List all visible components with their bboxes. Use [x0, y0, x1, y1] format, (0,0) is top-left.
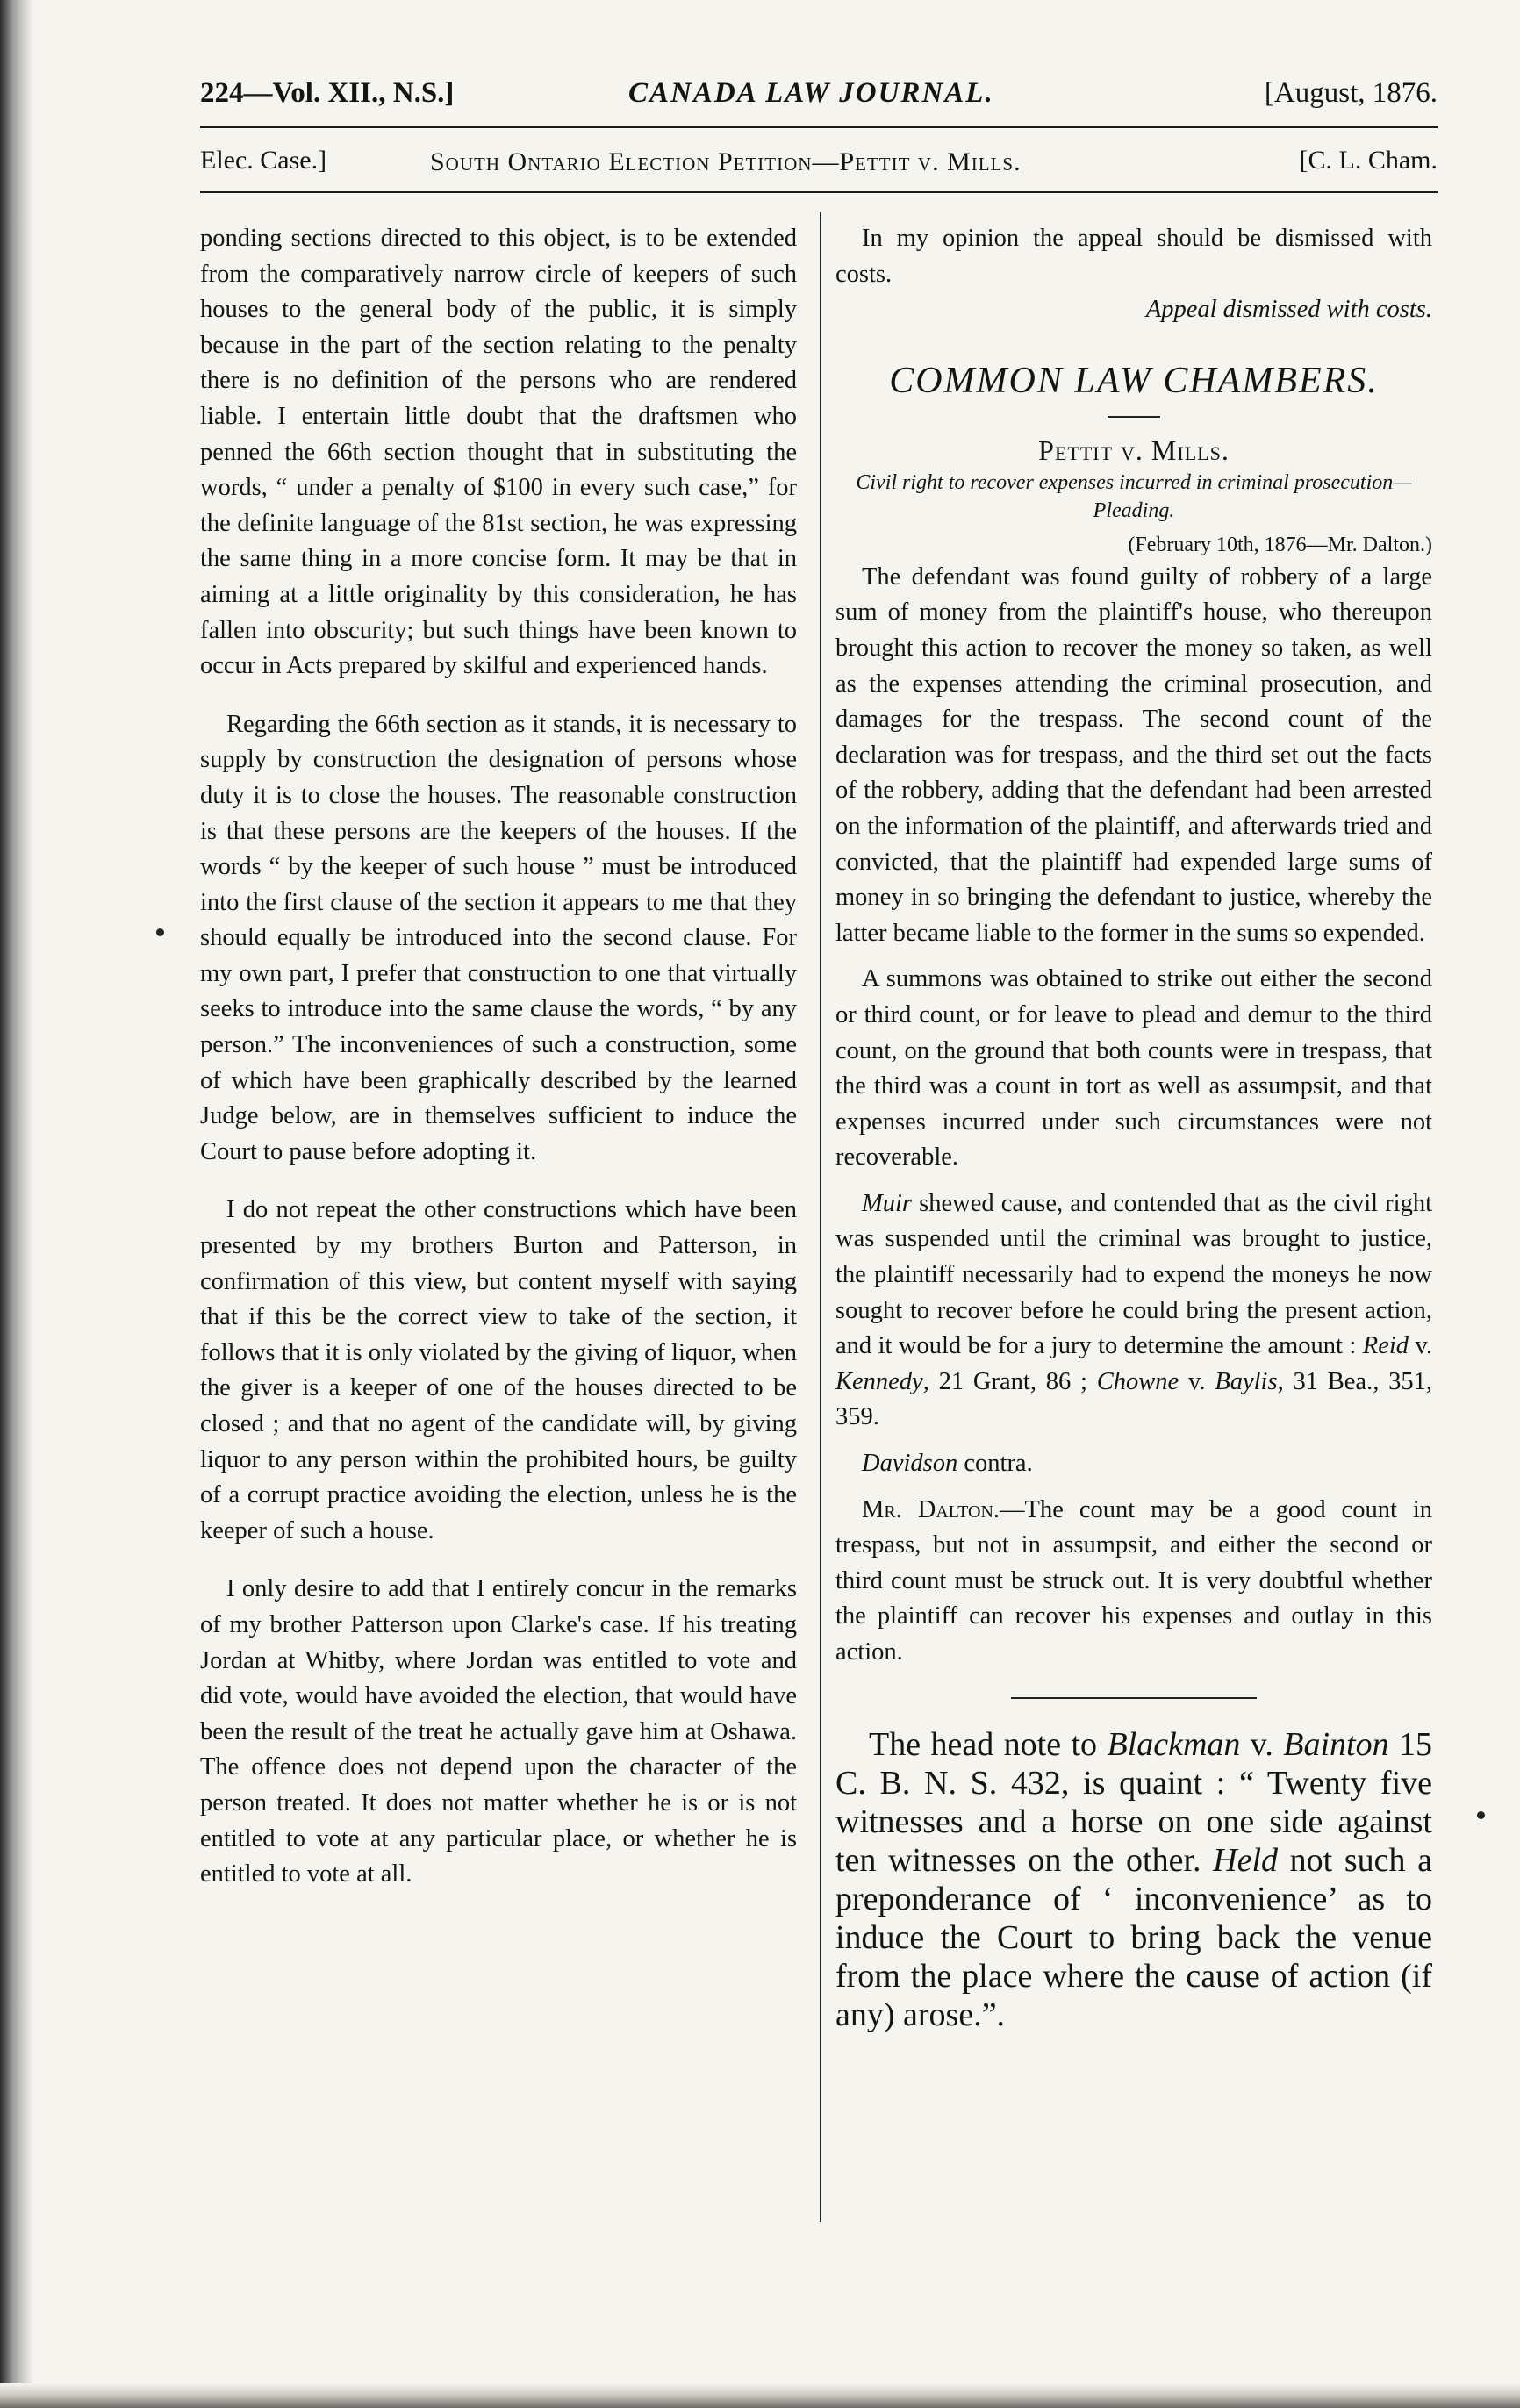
counsel-muir: Muir — [862, 1189, 912, 1217]
muir-argument — [835, 1186, 1432, 1436]
header-rule — [200, 126, 1438, 128]
case-subject: Civil right to recover expenses incurred in criminal prosecution—Pleading. — [856, 470, 1412, 522]
note-part-a: The head note to — [869, 1725, 1108, 1763]
citation-reid-rest: , 21 Grant, 86 ; — [922, 1367, 1097, 1395]
note-case-bainton: Bainton — [1283, 1725, 1389, 1763]
margin-mark — [1477, 1811, 1485, 1819]
citation-kennedy: Kennedy — [835, 1367, 923, 1395]
left-paragraph-2: Regarding the 66th section as it stands, it is necessary to supply by construction the designation of persons whose duty it is to close the houses. The reasonable construction is that these persons are the keepers of the houses. If the words “ by the keeper of such house ” must be introduced into the first clause of the section it appears to me that they should equally be introduced into the second clause. For my own part, I prefer that construction to one that virtually seeks to introduce into the same clause the words, “ by any person.” The inconveniences of such a construction, some of which have been graphically described by the learned Judge below, are in themselves sufficient to induce the Court to pause before adopting it. — [200, 710, 797, 1165]
subheader-rule — [200, 191, 1438, 193]
muir-text: shewed cause, and contended that as the civil right was suspended until the criminal was brought to justice, the plaintiff necessarily had to expend the moneys he now sought to recover before he could bring the present action, and it would be for a jury to determine the amount : — [835, 1189, 1432, 1360]
running-header — [200, 74, 1438, 118]
note-case-blackman: Blackman — [1107, 1725, 1241, 1763]
case-title: Pettit v. Mills. — [1038, 434, 1230, 466]
judge-dalton: Mr. Dalton. — [862, 1495, 1000, 1523]
note-held: Held — [1213, 1841, 1279, 1879]
case-type-right: [C. L. Cham. — [1299, 146, 1438, 175]
section-heading: COMMON LAW CHAMBERS. — [889, 360, 1379, 401]
citation-v: v. — [1409, 1332, 1432, 1360]
counsel-davidson: Davidson — [862, 1450, 958, 1478]
right-column — [835, 221, 1432, 2034]
davidson-text: contra. — [957, 1450, 1033, 1478]
citation-baylis: Baylis — [1215, 1367, 1278, 1395]
note-part-c: not such a preponderance of ‘ inconvenience’ as to induce the Court to bring back the venue from the place where the cause of action (if any) arose.”. — [835, 1841, 1433, 2033]
summons-paragraph: A summons was obtained to strike out either the second or third count, or for leave to plead and demur to the third count, on the ground that both counts were in trespass, that the third was a count in tort as well as assumpsit, and that expenses incurred under such circumstances were not recoverable. — [835, 965, 1432, 1172]
disposition: Appeal dismissed with costs. — [1145, 296, 1432, 324]
citation-v2: v. — [1179, 1367, 1215, 1395]
page-volume: 224—Vol. XII., N.S.] — [200, 77, 455, 109]
margin-mark — [156, 928, 164, 936]
left-paragraph-3: I do not repeat the other constructions which have been presented by my brothers Burton and Patterson, in confirmation of this view, but content myself with saying that if this be the correct view to take of the section, it follows that it is only violated by the giving of liquor, when the giver is a keeper of one of the houses directed to be closed ; and that no agent of the candidate will, by giving liquor to any person within the prohibited hours, be guilty of a corrupt practice avoiding the election, unless he is the keeper of such a house. — [200, 1196, 797, 1544]
opinion-conclusion: In my opinion the appeal should be dismissed with costs. — [835, 225, 1432, 288]
citation-chowne: Chowne — [1096, 1367, 1179, 1395]
left-column — [200, 221, 797, 1893]
journal-title: CANADA LAW JOURNAL. — [628, 77, 994, 109]
issue-date: [August, 1876. — [1264, 77, 1438, 109]
citation-reid: Reid — [1362, 1332, 1409, 1360]
note-v: v. — [1240, 1725, 1284, 1763]
head-note — [835, 1725, 1432, 2034]
davidson-line — [835, 1446, 1432, 1482]
left-paragraph-4: I only desire to add that I entirely concur in the remarks of my brother Patterson upon Clarke's case. If his treating Jordan at Whitby, where Jordan was entitled to vote and did vote, would have avoided the election, that would have been the result of the treat he actually gave him at Oshawa. The offence does not depend upon the character of the person treated. It does not matter whether he is or is not entitled to vote at any particular place, or whether he is entitled to vote at all. — [200, 1575, 797, 1888]
case-type-left: Elec. Case.] — [200, 146, 327, 175]
case-name-header: South Ontario Election Petition—Pettit v. Mills. — [430, 147, 1022, 176]
note-part-b: 15 C. B. N. S. 432, is quaint : “ Twenty five witnesses and a horse on one side against ten witnesses on the other. — [835, 1725, 1432, 1879]
case-header — [200, 140, 1438, 179]
heading-rule — [1108, 416, 1160, 418]
left-paragraph-1: ponding sections directed to this object, is to be extended from the comparatively narrow circle of keepers of such houses to the general body of the public, it is simply because in the part of the section relating to the penalty there is no definition of the persons who are rendered liable. I entertain little doubt that the draftsmen who penned the 66th section thought that in substituting the words, “ under a penalty of $100 in every such case,” for the definite language of the 81st section, he was expressing the same thing in a more concise form. It may be that in aiming at a little originality by this consideration, he has fallen into obscurity; but such things have been known to occur in Acts prepared by skilful and experienced hands. — [200, 225, 797, 680]
dalton-text: —The count may be a good count in trespass, but not in assumpsit, and either the second or third count must be struck out. It is very doubtful whether the plaintiff can recover his expenses and outlay in this action. — [835, 1495, 1432, 1666]
hearing-date: (February 10th, 1876—Mr. Dalton.) — [1128, 533, 1432, 556]
note-rule — [1011, 1697, 1257, 1699]
binding-edge — [0, 0, 33, 2408]
dalton-judgment — [835, 1493, 1432, 1671]
citation-chowne-rest: , 31 Bea., 351, 359. — [835, 1367, 1433, 1431]
column-divider — [820, 212, 821, 2222]
page-bottom-edge — [0, 2383, 1520, 2408]
case-facts: The defendant was found guilty of robbery of a large sum of money from the plaintiff's house, who thereupon brought this action to recover the money so taken, as well as the expenses attending the criminal prosecution, and damages for the trespass. The second count of the declaration was for trespass, and the third set out the facts of the robbery, adding that the defendant had been arrested on the information of the plaintiff, and afterwards tried and convicted, that the plaintiff had expended large sums of money in so bringing the defendant to justice, whereby the latter became liable to the former in the sums so expended. — [835, 563, 1432, 947]
